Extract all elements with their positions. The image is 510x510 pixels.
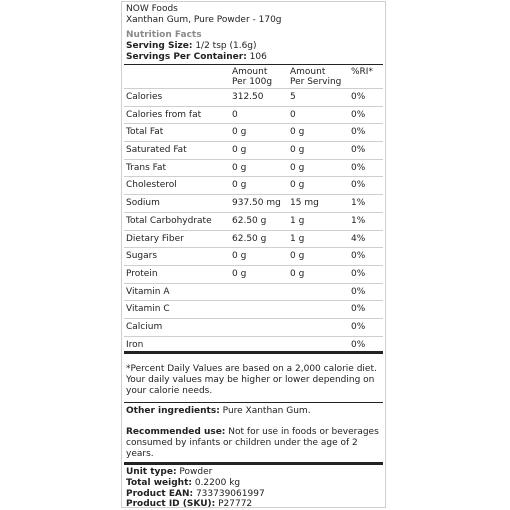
other-ingredients-value: Pure Xanthan Gum.: [219, 406, 311, 416]
amount-per-serving: 1 g: [290, 215, 305, 226]
section-divider-thick: [124, 351, 383, 354]
nutrition-table: [124, 64, 383, 353]
amount-per-100g: 0 g: [232, 180, 247, 191]
product-id-value: P27772: [215, 499, 253, 509]
percent-ri: 0%: [351, 127, 366, 138]
nutrient-name: Dietary Fiber: [126, 233, 184, 244]
table-header: [124, 64, 383, 88]
nutrient-name: Saturated Fat: [126, 145, 187, 156]
amount-per-100g: 0: [232, 109, 238, 120]
amount-per-serving: 0 g: [290, 251, 305, 262]
amount-per-serving: 1 g: [290, 233, 305, 244]
amount-per-serving: 0 g: [290, 145, 305, 156]
nutrition-panel: [121, 1, 386, 508]
nutrition-facts-title: Nutrition Facts: [126, 30, 202, 40]
amount-per-serving: 5: [290, 92, 296, 102]
header-per100: [232, 67, 272, 87]
serving-size-value: 1/2 tsp (1.6g): [192, 41, 257, 51]
percent-ri: 0%: [351, 162, 366, 173]
table-row: [124, 88, 383, 106]
table-body: [124, 88, 383, 353]
amount-per-100g: 0 g: [232, 127, 247, 138]
total-weight-value: 0.2200 kg: [191, 478, 241, 488]
recommended-use: [126, 427, 380, 460]
brand-name: NOW Foods: [126, 4, 178, 14]
percent-ri: 0%: [351, 145, 366, 156]
footnote: *Percent Daily Values are based on a 2,000 calorie diet. Your daily values may be higher or lower depending on your calorie needs.: [126, 364, 377, 396]
nutrient-name: Calories from fat: [126, 109, 202, 120]
header-per100-line2: Per 100g: [232, 77, 273, 87]
other-ingredients: [126, 406, 380, 417]
product-ean-label: Product EAN:: [126, 489, 194, 499]
header-per-serving-line1: Amount: [290, 67, 326, 77]
table-row: [124, 300, 383, 318]
nutrient-name: Vitamin C: [126, 304, 170, 315]
header-per-serving-line2: Per Serving: [290, 77, 342, 87]
table-row: [124, 176, 383, 194]
amount-per-100g: 312.50: [232, 92, 264, 102]
table-row: [124, 106, 383, 124]
section-divider: [124, 402, 383, 403]
nutrient-name: Calories: [126, 92, 163, 102]
amount-per-serving: 15 mg: [290, 198, 319, 209]
amount-per-100g: 62.50 g: [232, 233, 267, 244]
amount-per-serving: 0: [290, 109, 296, 120]
section-divider-thick-2: [124, 462, 383, 465]
product-id-label: Product ID (SKU):: [126, 499, 216, 509]
nutrient-name: Iron: [126, 339, 144, 350]
total-weight: [126, 478, 380, 489]
servings-per-container-value: 106: [246, 52, 267, 62]
percent-ri: 0%: [351, 321, 366, 332]
servings-per-container-label: Servings Per Container:: [126, 52, 247, 62]
table-row: [124, 318, 383, 336]
table-row: [124, 212, 383, 230]
recommended-use-label: Recommended use:: [126, 427, 226, 437]
amount-per-serving: 0 g: [290, 180, 305, 191]
percent-ri: 0%: [351, 251, 366, 262]
amount-per-serving: 0 g: [290, 268, 305, 279]
header-per100-line1: Amount: [232, 67, 268, 77]
nutrient-name: Total Carbohydrate: [126, 215, 212, 226]
table-row: [124, 230, 383, 248]
amount-per-100g: 0 g: [232, 251, 247, 262]
other-ingredients-label: Other ingredients:: [126, 406, 220, 416]
amount-per-100g: 0 g: [232, 268, 247, 279]
product-id: [126, 499, 380, 510]
servings-per-container: [126, 52, 267, 63]
nutrient-name: Cholesterol: [126, 180, 177, 191]
table-row: [124, 123, 383, 141]
nutrient-name: Calcium: [126, 321, 163, 332]
total-weight-label: Total weight:: [126, 478, 192, 488]
serving-size: [126, 41, 257, 52]
serving-size-label: Serving Size:: [126, 41, 193, 51]
percent-ri: 0%: [351, 286, 366, 297]
percent-ri: 1%: [351, 215, 366, 226]
percent-ri: 0%: [351, 268, 366, 279]
unit-type-label: Unit type:: [126, 467, 177, 477]
amount-per-100g: 0 g: [232, 145, 247, 156]
table-row: [124, 194, 383, 212]
percent-ri: 0%: [351, 304, 366, 315]
amount-per-100g: 937.50 mg: [232, 198, 281, 209]
nutrient-name: Trans Fat: [126, 162, 167, 173]
recommended-use-value: Not for use in foods or beverages consumed by infants or children under the age of 2 years.: [126, 427, 379, 459]
amount-per-serving: 0 g: [290, 127, 305, 138]
header-per-serving: [290, 67, 341, 87]
header-ri: %RI*: [351, 67, 373, 77]
nutrient-name: Sugars: [126, 251, 158, 262]
percent-ri: 4%: [351, 233, 366, 244]
unit-type-value: Powder: [176, 467, 213, 477]
percent-ri: 0%: [351, 92, 366, 102]
nutrient-name: Protein: [126, 268, 158, 279]
percent-ri: 0%: [351, 339, 366, 350]
nutrient-name: Total Fat: [126, 127, 164, 138]
table-row: [124, 247, 383, 265]
table-row: [124, 159, 383, 177]
percent-ri: 0%: [351, 180, 366, 191]
table-row: [124, 283, 383, 301]
percent-ri: 0%: [351, 109, 366, 120]
unit-type: [126, 467, 380, 478]
product-ean-value: 733739061997: [193, 489, 265, 499]
amount-per-100g: 62.50 g: [232, 215, 267, 226]
percent-ri: 1%: [351, 198, 366, 209]
amount-per-serving: 0 g: [290, 162, 305, 173]
nutrient-name: Vitamin A: [126, 286, 170, 297]
nutrient-name: Sodium: [126, 198, 160, 209]
table-row: [124, 141, 383, 159]
amount-per-100g: 0 g: [232, 162, 247, 173]
product-name: Xanthan Gum, Pure Powder - 170g: [126, 15, 282, 25]
table-row: [124, 265, 383, 283]
